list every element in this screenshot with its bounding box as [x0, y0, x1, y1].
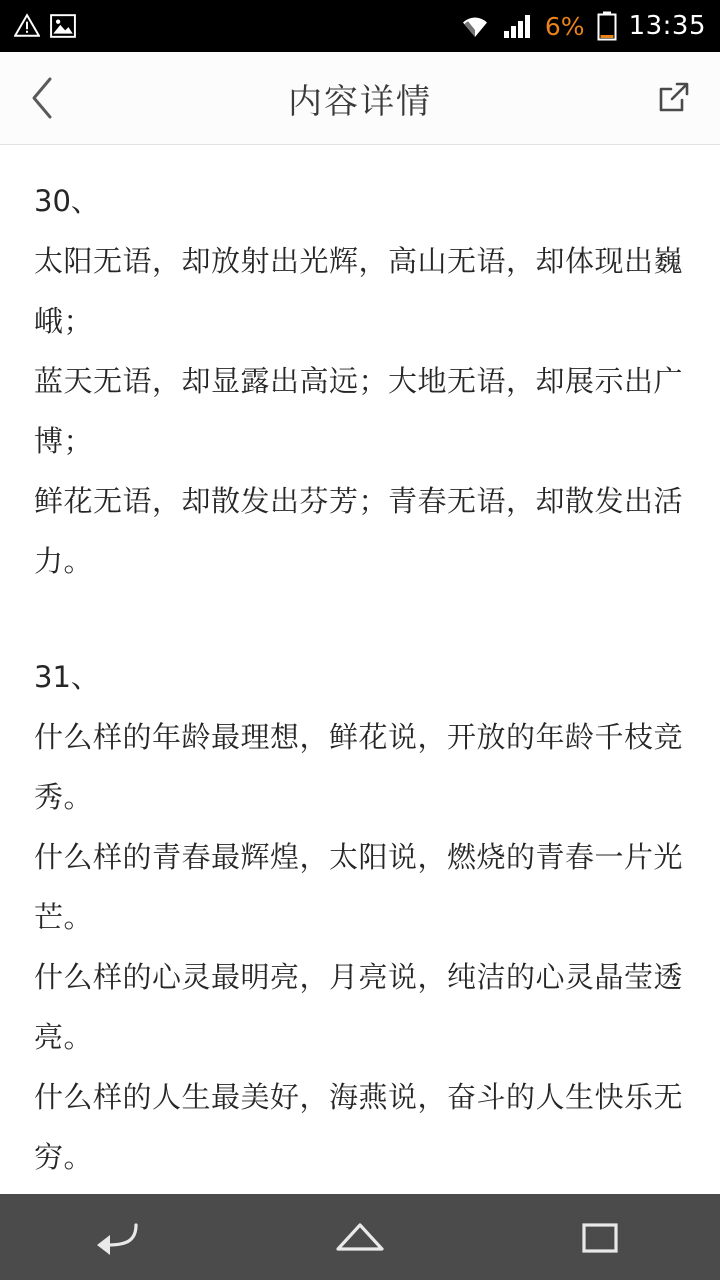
block-line: 什么样的年龄最理想，鲜花说，开放的年龄千枝竞秀。	[34, 720, 684, 814]
block-number: 30、	[34, 184, 100, 218]
battery-icon	[597, 11, 617, 41]
share-button[interactable]	[628, 52, 720, 144]
image-icon	[50, 14, 76, 38]
nav-back-icon	[92, 1215, 148, 1259]
paragraph-spacer	[34, 591, 686, 647]
nav-home-button[interactable]	[300, 1194, 420, 1280]
title-bar	[0, 52, 720, 145]
nav-recents-button[interactable]	[540, 1194, 660, 1280]
block-line: 蓝天无语，却显露出高远；大地无语，却展示出广博；	[34, 364, 684, 458]
status-bar-left	[14, 13, 76, 39]
wifi-icon	[459, 13, 491, 39]
nav-recents-icon	[572, 1215, 628, 1259]
android-nav-bar	[0, 1194, 720, 1280]
status-bar-right	[459, 11, 706, 41]
battery-percent-label: 6%	[544, 11, 585, 41]
block-line: 什么样的人生最美好，海燕说，奋斗的人生快乐无穷。	[34, 1080, 684, 1174]
page-title: 内容详情	[288, 81, 432, 122]
nav-home-icon	[332, 1215, 388, 1259]
content-area[interactable]	[0, 145, 720, 1194]
warning-triangle-icon	[14, 13, 40, 39]
status-bar-clock: 13:35	[628, 11, 706, 41]
block-number: 31、	[34, 660, 100, 694]
status-bar	[0, 0, 720, 52]
cellular-signal-icon	[503, 13, 533, 39]
chevron-left-icon	[28, 75, 58, 121]
back-button[interactable]	[0, 52, 86, 144]
share-external-icon	[654, 78, 694, 118]
block-line: 什么样的心灵最明亮，月亮说，纯洁的心灵晶莹透亮。	[34, 960, 684, 1054]
block-line: 太阳无语，却放射出光辉，高山无语，却体现出巍峨；	[34, 244, 684, 338]
block-line: 鲜花无语，却散发出芬芳；青春无语，却散发出活力。	[34, 484, 684, 578]
nav-back-button[interactable]	[60, 1194, 180, 1280]
block-line: 什么样的青春最辉煌，太阳说，燃烧的青春一片光芒。	[34, 840, 684, 934]
